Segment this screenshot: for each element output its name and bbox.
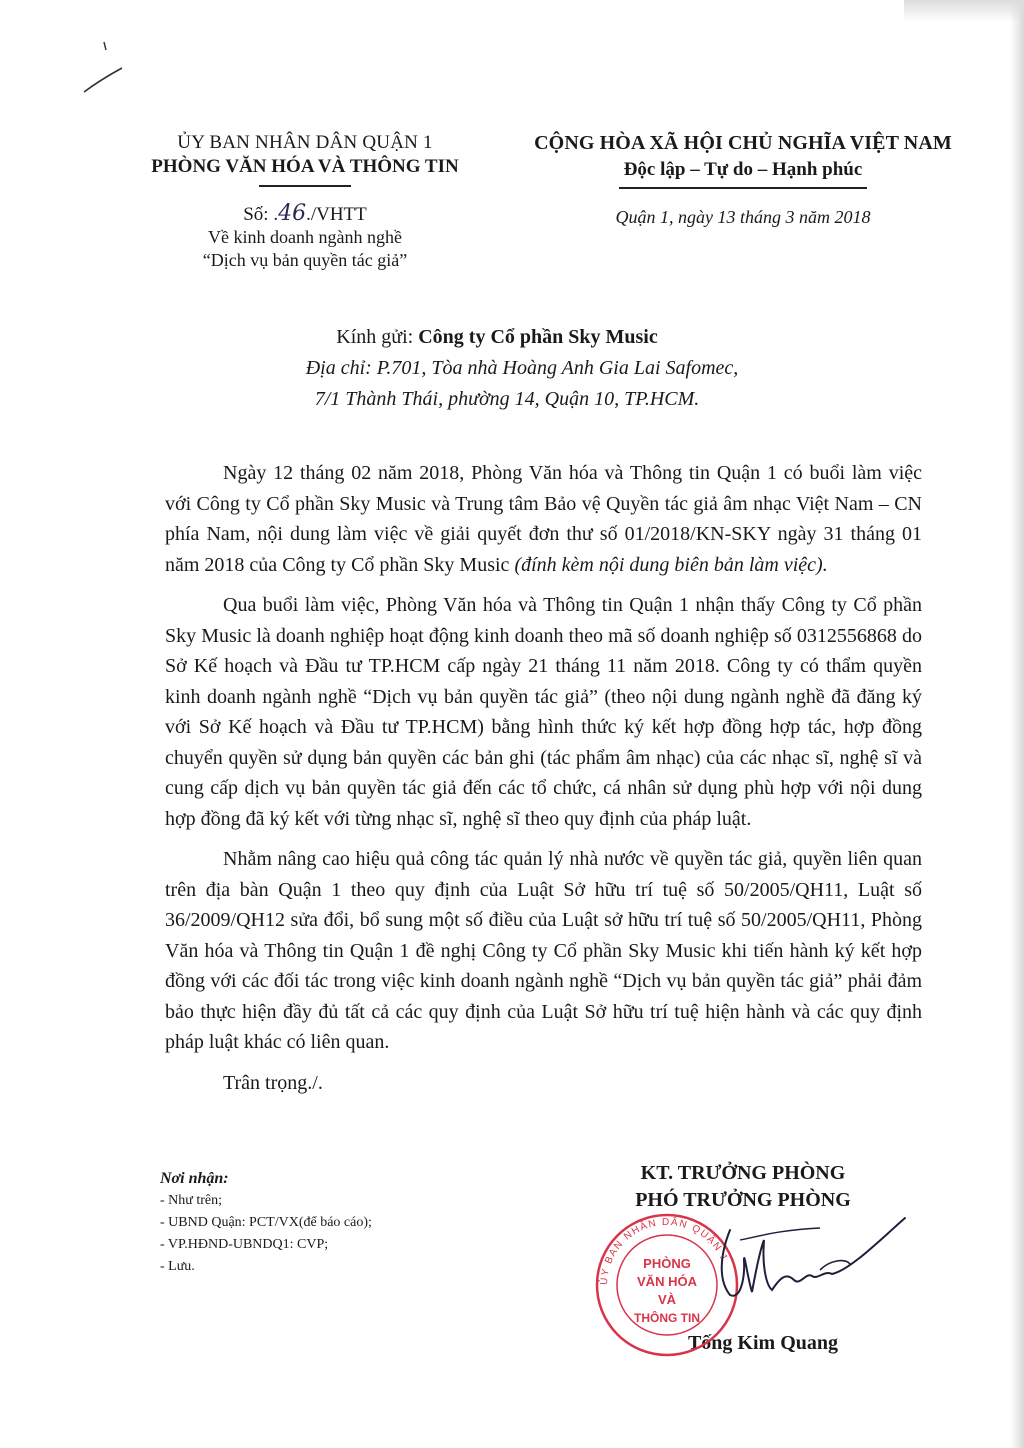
national-title: CỘNG HÒA XÃ HỘI CHỦ NGHĨA VIỆT NAM — [534, 132, 952, 154]
national-header — [508, 132, 978, 228]
distribution-item: - VP.HĐND-UBNDQ1: CVP; — [160, 1237, 329, 1252]
scan-edge-shadow — [1010, 0, 1024, 1448]
seal-text-2: VĂN HÓA — [637, 1274, 697, 1289]
document-number-prefix: Số: . — [243, 203, 279, 225]
distribution-item: - Như trên; — [160, 1193, 223, 1208]
document-date: Quận 1, ngày 13 tháng 3 năm 2018 — [615, 206, 871, 227]
issuer-name: PHÒNG VĂN HÓA VÀ THÔNG TIN — [151, 156, 459, 177]
recipient-block — [0, 322, 1024, 415]
recipient-label: Kính gửi: — [336, 326, 419, 348]
document-number — [120, 201, 490, 226]
distribution-title: Nơi nhận: — [160, 1170, 229, 1187]
distribution-list — [160, 1168, 490, 1278]
issuer-parent: ỦY BAN NHÂN DÂN QUẬN 1 — [177, 132, 433, 153]
paragraph-1-italic: (đính kèm nội dung biên bản làm việc). — [514, 553, 828, 576]
recipient-address-1: Địa chỉ: P.701, Tòa nhà Hoàng Anh Gia Lai Safomec, — [305, 357, 739, 379]
national-motto: Độc lập – Tự do – Hạnh phúc — [623, 159, 863, 180]
issuer-underline — [259, 185, 351, 187]
scan-corner-shadow — [904, 0, 1024, 22]
signer-title-1: KT. TRƯỞNG PHÒNG — [640, 1162, 846, 1184]
motto-underline — [619, 187, 867, 189]
seal-text-1: PHÒNG — [643, 1256, 691, 1271]
signer-name: Tống Kim Quang — [687, 1332, 839, 1354]
handwritten-signature — [700, 1200, 910, 1310]
closing-line: Trân trọng./. — [223, 1071, 323, 1094]
subject-line-2: “Dịch vụ bản quyền tác giả” — [202, 249, 408, 270]
seal-text-4: THÔNG TIN — [634, 1311, 700, 1325]
paragraph-2: Qua buổi làm việc, Phòng Văn hóa và Thông tin Quận 1 nhận thấy Công ty Cổ phần Sky Music là doanh nghiệp hoạt động kinh doanh theo mã số doanh nghiệp số 0312556868 do Sở Kế hoạch và Đầu tư TP.HCM cấp ngày 21 tháng 11 năm 2018. Công ty có thẩm quyền kinh doanh ngành nghề “Dịch vụ bản quyền tác giả” (theo nội dung ngành nghề đã đăng ký với Sở Kế hoạch và Đầu tư TP.HCM) bằng hình thức ký kết hợp đồng hợp tác, hợp đồng chuyển quyền sử dụng bản quyền các bản ghi (tác phẩm âm nhạc) của các nhạc sĩ, nghệ sĩ và cung cấp dịch vụ bản quyền tác giả đến các tổ chức, cá nhân sử dụng phù hợp với nội dung hợp đồng đã ký kết với từng nhạc sĩ, nghệ sĩ theo quy định của pháp luật. — [165, 594, 922, 830]
paragraph-3: Nhằm nâng cao hiệu quả công tác quản lý nhà nước về quyền tác giả, quyền liên quan trên địa bàn Quận 1 theo quy định của Luật Sở hữu trí tuệ số 50/2005/QH11, Luật số 36/2009/QH12 sửa đổi, bổ sung một số điều của Luật sở hữu trí tuệ số 50/2005/QH11, Phòng Văn hóa và Thông tin Quận 1 đề nghị Công ty Cổ phần Sky Music khi tiến hành ký kết hợp đồng với các đối tác trong việc kinh doanh ngành nghề “Dịch vụ bản quyền tác giả” phải đảm bảo thực hiện đầy đủ tất cả các quy định của Luật Sở hữu trí tuệ hiện hành và các quy định pháp luật khác có liên quan. — [165, 848, 922, 1053]
recipient-line — [0, 322, 1024, 353]
pen-mark — [80, 40, 140, 100]
document-number-suffix: ./VHTT — [306, 203, 367, 225]
seal-text-3: VÀ — [657, 1292, 677, 1307]
issuer-header — [120, 132, 490, 272]
paragraph-1 — [165, 458, 922, 580]
distribution-item: - Lưu. — [160, 1259, 195, 1274]
distribution-item: - UBND Quận: PCT/VX(để báo cáo); — [160, 1215, 372, 1230]
letter-body — [165, 458, 922, 1108]
subject-line-1: Về kinh doanh ngành nghề — [208, 226, 402, 247]
recipient-address-2: 7/1 Thành Thái, phường 14, Quận 10, TP.HCM. — [314, 388, 700, 410]
document-number-handwritten: 46 — [278, 200, 307, 226]
recipient-name: Công ty Cổ phần Sky Music — [418, 326, 658, 348]
seal-ring-text: ỦY BAN NHÂN DÂN QUẬN 1 — [598, 1216, 730, 1286]
signer-title-2: PHÓ TRƯỞNG PHÒNG — [635, 1189, 851, 1211]
paragraph-1-text: Ngày 12 tháng 02 năm 2018, Phòng Văn hóa và Thông tin Quận 1 có buổi làm việc với Công ty Cổ phần Sky Music và Trung tâm Bảo vệ Quyền tác giả âm nhạc Việt Nam – CN phía Nam, nội dung làm việc về giải quyết đơn thư số 01/2018/KN-SKY ngày 31 tháng 01 năm 2018 của Công ty Cổ phần Sky Music — [165, 462, 922, 576]
